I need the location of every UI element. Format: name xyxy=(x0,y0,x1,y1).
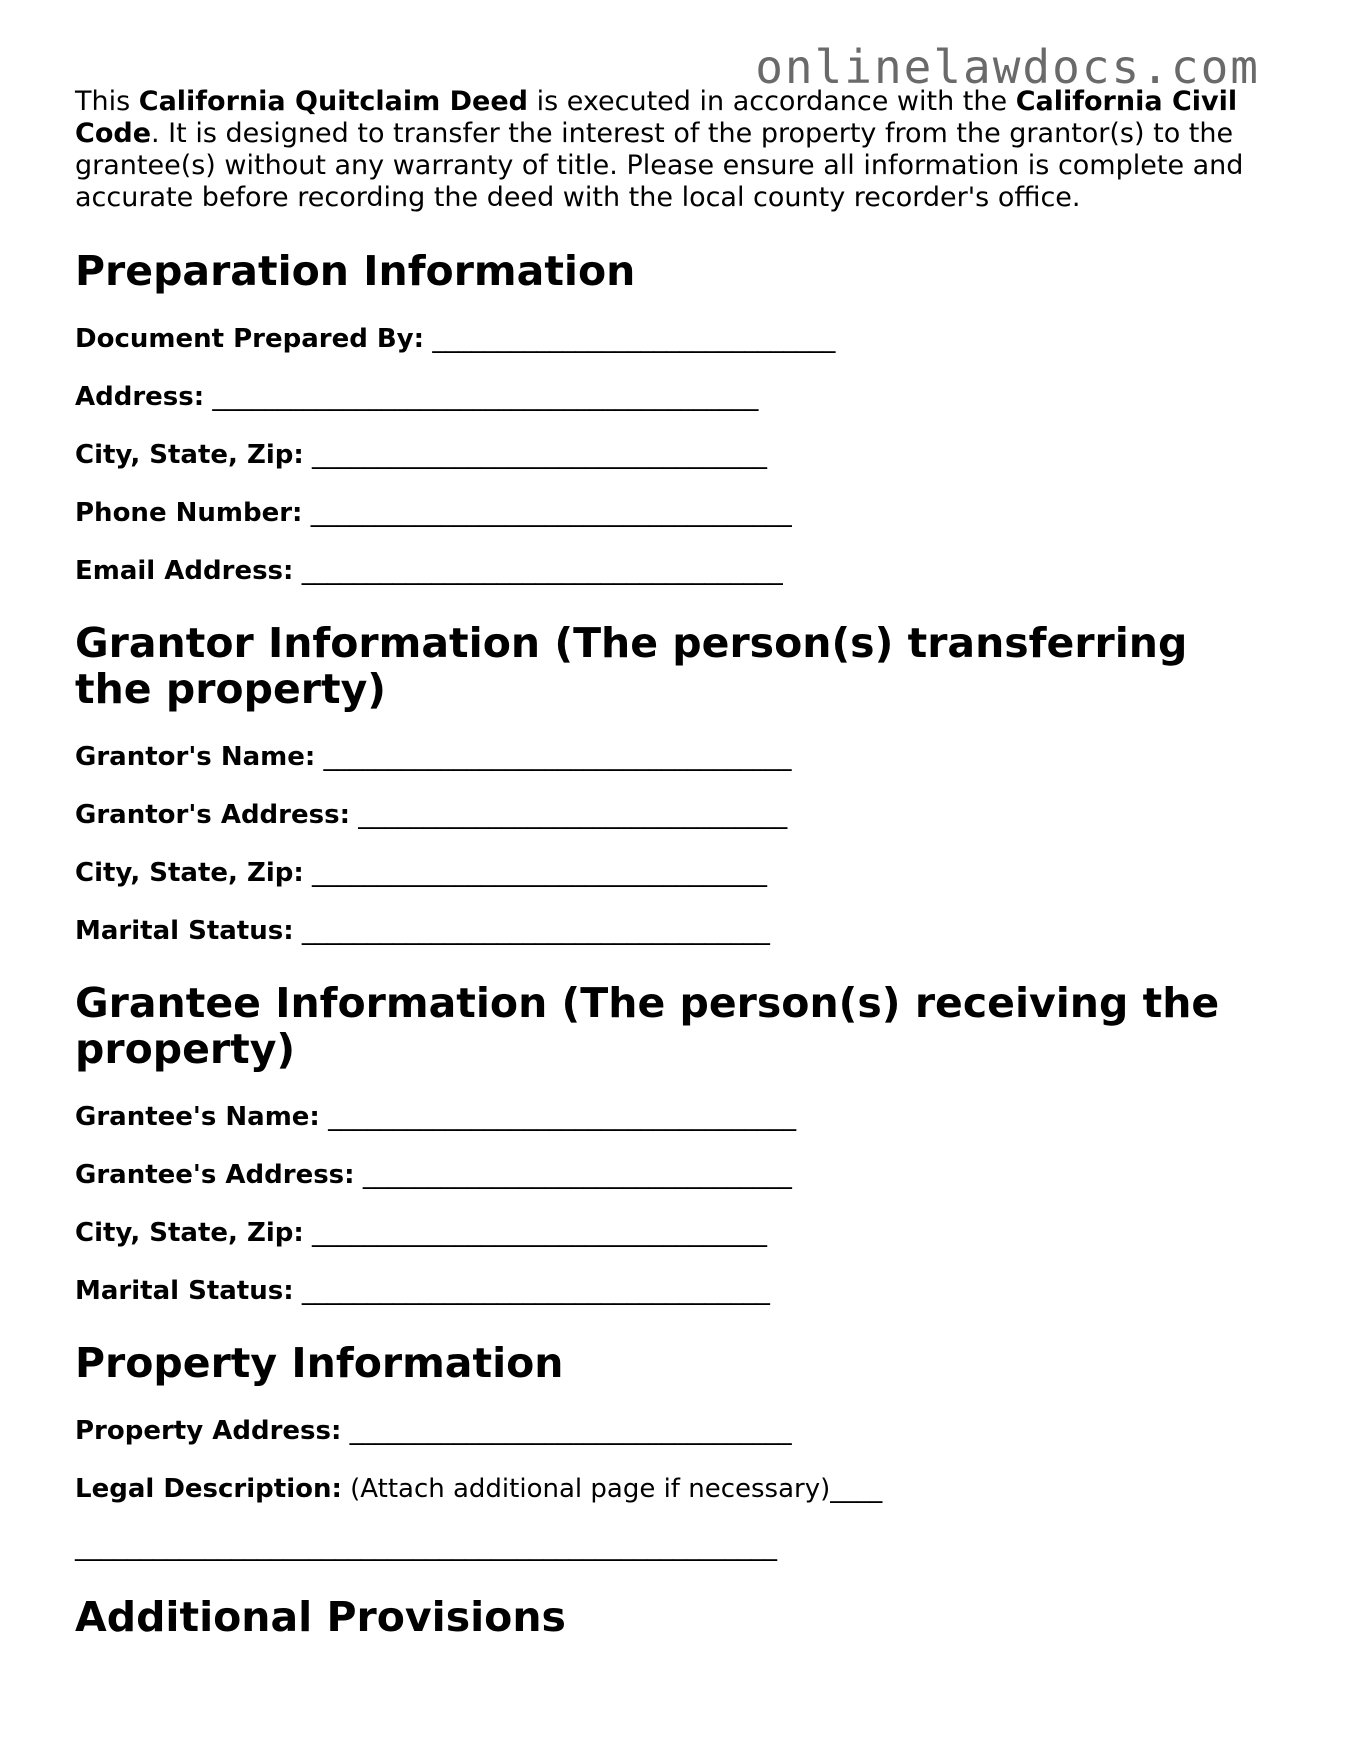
legal-description-line[interactable]: ______________________________________________________ xyxy=(75,1532,777,1562)
field-grantor-city-state-zip[interactable] xyxy=(75,858,1255,888)
blank-line[interactable]: ____________________________________ xyxy=(323,742,792,772)
field-prep-address[interactable] xyxy=(75,382,1255,412)
field-prep-phone[interactable] xyxy=(75,498,1255,528)
field-label: Grantor's Name: xyxy=(75,742,316,772)
blank-line[interactable]: ____________________________________ xyxy=(301,1276,770,1306)
field-prep-city-state-zip[interactable] xyxy=(75,440,1255,470)
blank-line[interactable]: _____________________________________ xyxy=(301,556,783,586)
intro-paragraph xyxy=(75,86,1255,214)
field-grantee-marital-status[interactable] xyxy=(75,1276,1255,1306)
field-label: Marital Status: xyxy=(75,1276,294,1306)
field-label: Legal Description: xyxy=(75,1474,342,1504)
field-label: Document Prepared By: xyxy=(75,324,425,354)
intro-code-name: California Civil Code xyxy=(75,86,1238,149)
field-label: City, State, Zip: xyxy=(75,858,304,888)
blank-line[interactable]: ____________________________________ xyxy=(301,916,770,946)
blank-line[interactable]: ____________________________________ xyxy=(328,1102,797,1132)
field-grantee-city-state-zip[interactable] xyxy=(75,1218,1255,1248)
blank-line[interactable]: __________________________________ xyxy=(349,1416,792,1446)
field-prepared-by[interactable] xyxy=(75,324,1255,354)
field-label: Grantee's Name: xyxy=(75,1102,320,1132)
field-label: City, State, Zip: xyxy=(75,1218,304,1248)
section-title-grantee: Grantee Information (The person(s) receiving the property) xyxy=(75,979,1220,1073)
field-label: Grantor's Address: xyxy=(75,800,350,830)
field-grantor-marital-status[interactable] xyxy=(75,916,1255,946)
blank-line[interactable]: _____________________________________ xyxy=(310,498,792,528)
intro-text: is executed in accordance with the xyxy=(528,86,1016,117)
field-label: Marital Status: xyxy=(75,916,294,946)
blank-line[interactable]: __________________________________________ xyxy=(212,382,759,412)
section-title-additional: Additional Provisions xyxy=(75,1593,566,1641)
blank-line[interactable]: ___________________________________ xyxy=(312,440,768,470)
field-label: City, State, Zip: xyxy=(75,440,304,470)
field-legal-description[interactable] xyxy=(75,1474,1255,1504)
section-title-preparation: Preparation Information xyxy=(75,247,636,295)
blank-line[interactable]: _________________________________ xyxy=(358,800,788,830)
field-label: Property Address: xyxy=(75,1416,342,1446)
field-property-address[interactable] xyxy=(75,1416,1255,1446)
field-grantee-name[interactable] xyxy=(75,1102,1255,1132)
document-page xyxy=(75,86,1255,1670)
intro-deed-name: California Quitclaim Deed xyxy=(138,86,528,117)
field-grantor-name[interactable] xyxy=(75,742,1255,772)
section-title-grantor: Grantor Information (The person(s) transferring the property) xyxy=(75,619,1188,713)
watermark: onlinelawdocs.com xyxy=(755,40,1260,94)
blank-line[interactable]: _________________________________ xyxy=(362,1160,792,1190)
field-label: Email Address: xyxy=(75,556,294,586)
field-grantor-address[interactable] xyxy=(75,800,1255,830)
field-label: Address: xyxy=(75,382,205,412)
section-title-property: Property Information xyxy=(75,1339,564,1387)
blank-line[interactable]: _______________________________ xyxy=(432,324,836,354)
blank-line[interactable]: ___________________________________ xyxy=(312,1218,768,1248)
intro-text: This xyxy=(75,86,139,117)
field-label: Phone Number: xyxy=(75,498,303,528)
field-grantee-address[interactable] xyxy=(75,1160,1255,1190)
field-prep-email[interactable] xyxy=(75,556,1255,586)
blank-line[interactable]: ___________________________________ xyxy=(312,858,768,888)
legal-description-note: (Attach additional page if necessary)____ xyxy=(341,1474,883,1504)
field-label: Grantee's Address: xyxy=(75,1160,355,1190)
intro-text: . It is designed to transfer the interest of the property from the grantor(s) to the grantee(s) without any warranty of title. Please ensure all information is complete and accurate before recording the deed with the local county recorder's office. xyxy=(75,118,1244,213)
